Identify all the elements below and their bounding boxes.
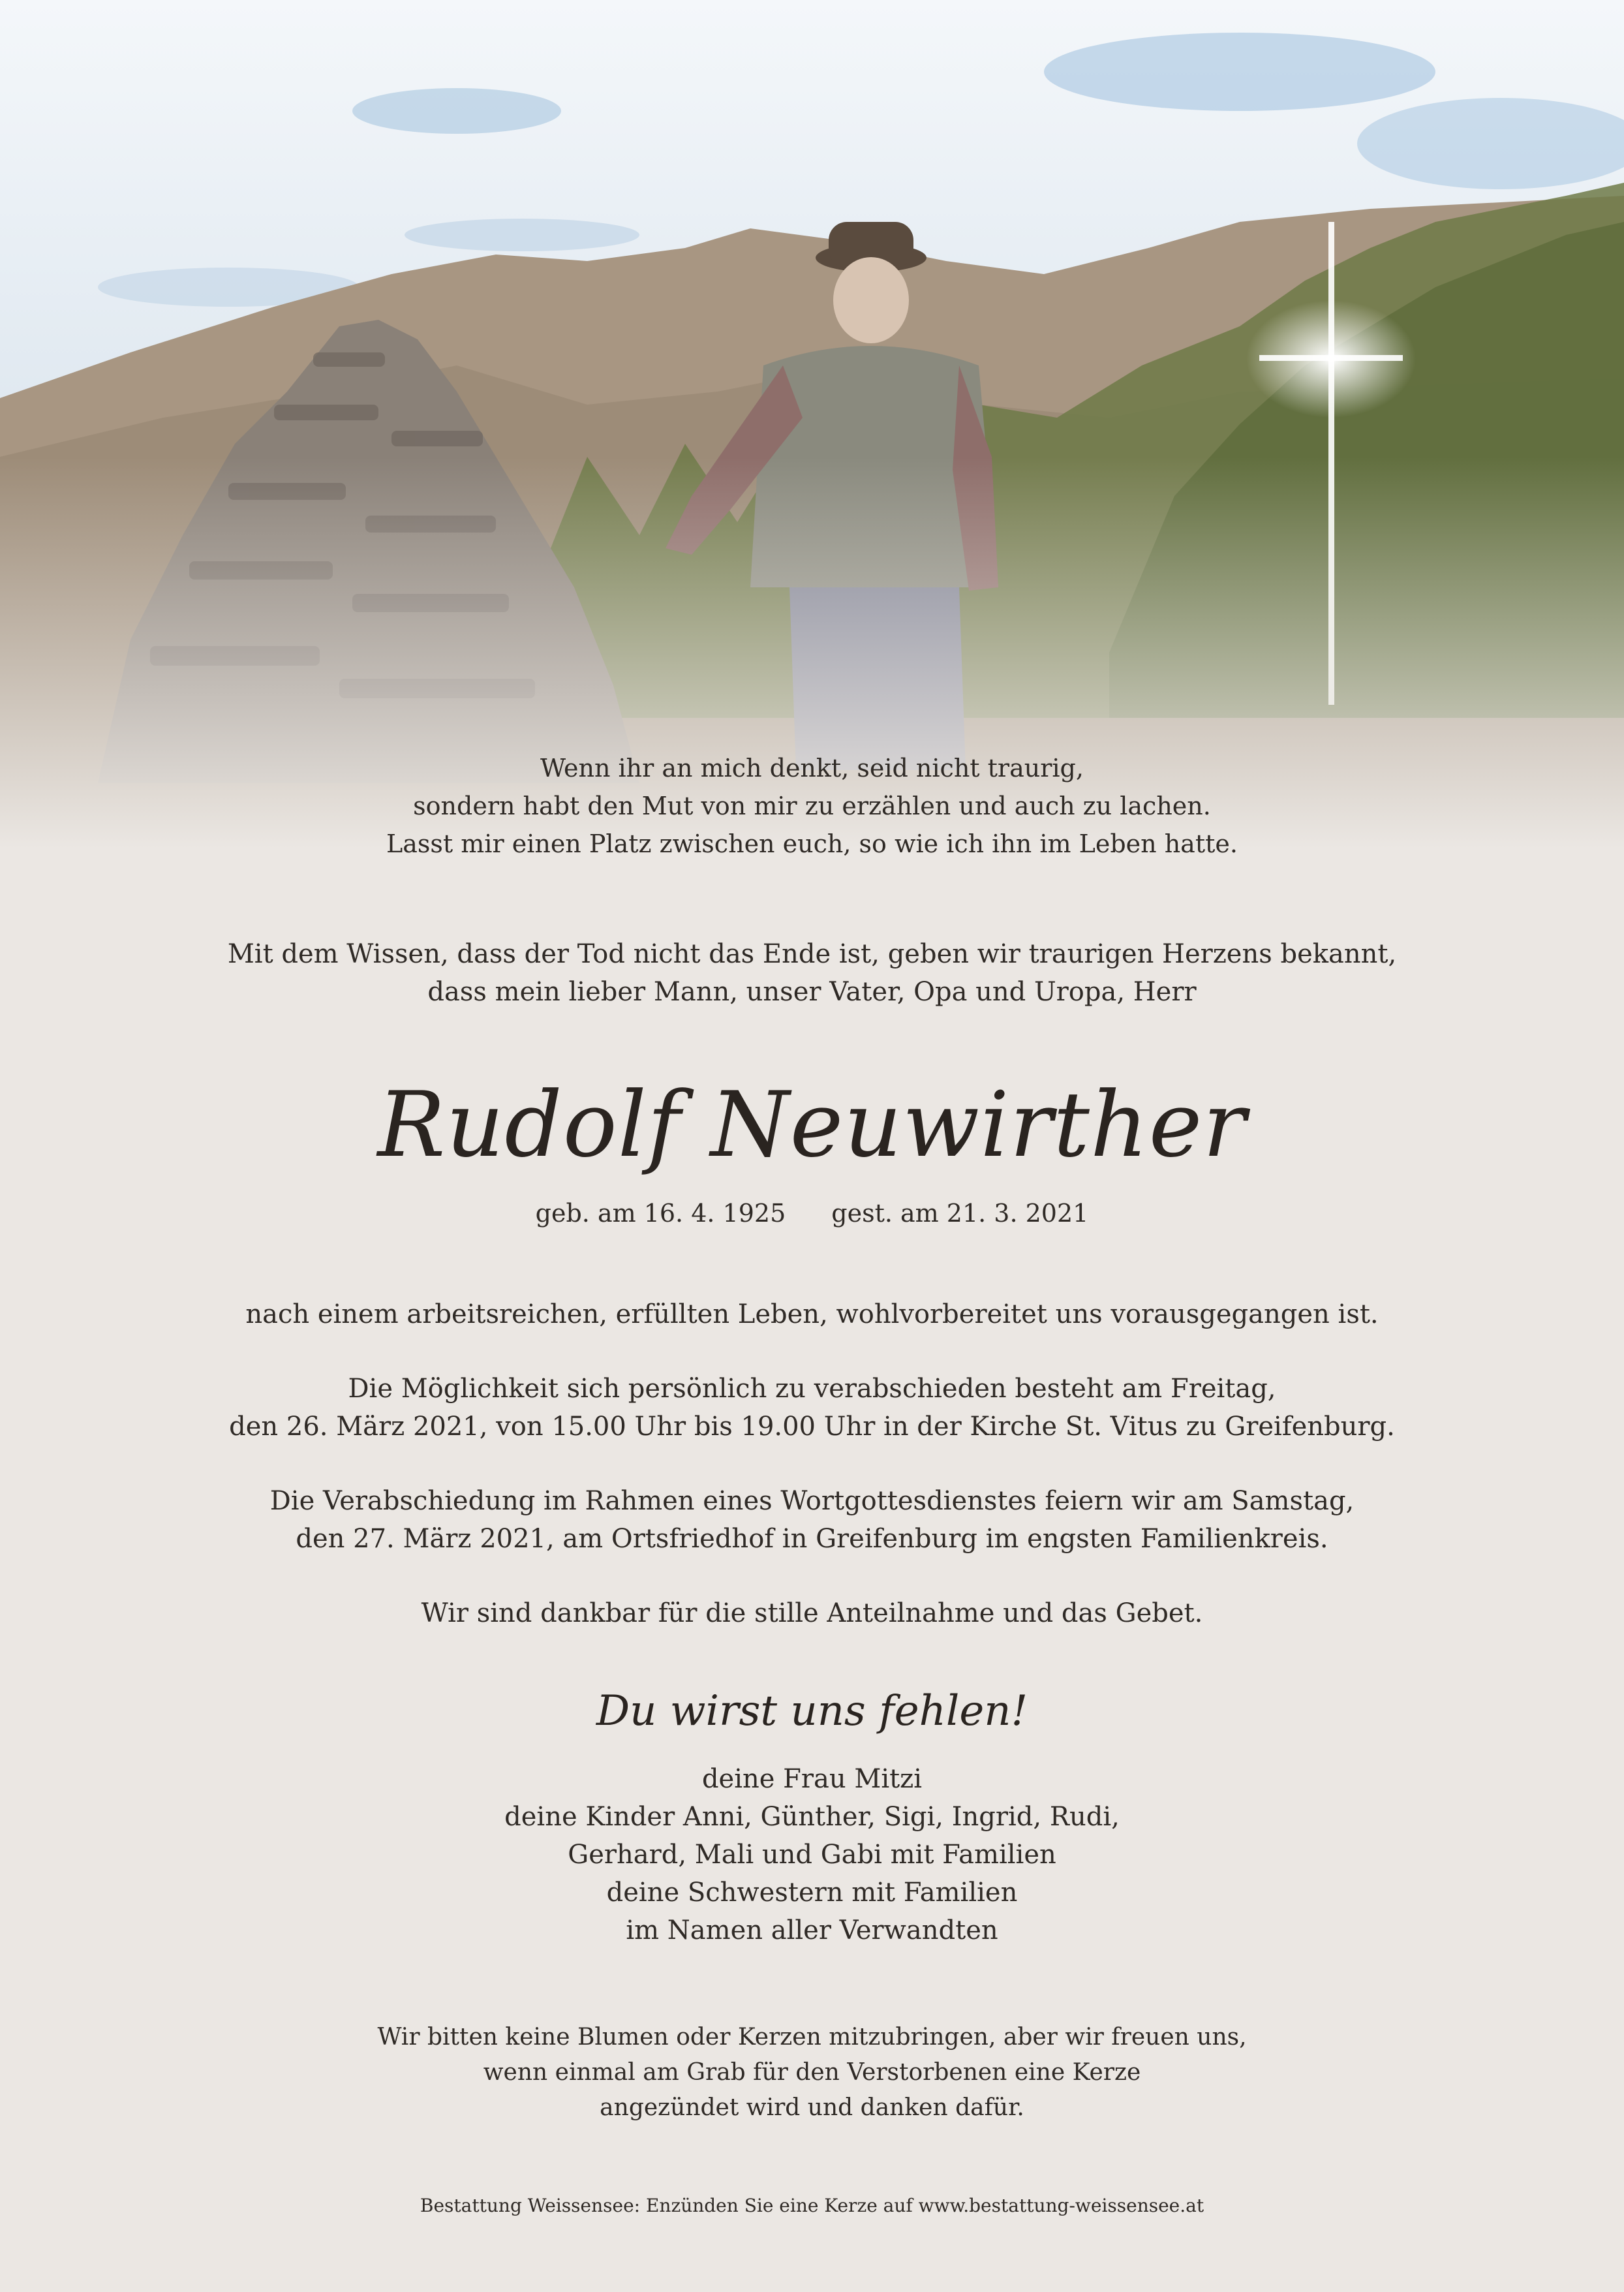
mourner-line: deine Frau Mitzi (701, 1764, 923, 1794)
request-line: wenn einmal am Grab für den Verstorbenen eine Kerze (483, 2059, 1141, 2086)
mourners-heading: Du wirst uns fehlen! (596, 1687, 1028, 1735)
death-date: gest. am 21. 3. 2021 (831, 1199, 1089, 1228)
request-line: Wir bitten keine Blumen oder Kerzen mitzubringen, aber wir freuen uns, (377, 2024, 1247, 2051)
mourner-line: deine Schwestern mit Familien (606, 1878, 1018, 1908)
farewell-line: den 26. März 2021, von 15.00 Uhr bis 19.00 Uhr in der Kirche St. Vitus zu Greifenburg. (229, 1412, 1395, 1442)
intro-line: dass mein lieber Mann, unser Vater, Opa und Uropa, Herr (427, 977, 1197, 1007)
service-line: den 27. März 2021, am Ortsfriedhof in Greifenburg im engsten Familienkreis. (296, 1524, 1328, 1554)
intro-line: Mit dem Wissen, dass der Tod nicht das Ende ist, geben wir traurigen Herzens bekannt, (227, 939, 1397, 969)
mourner-line: Gerhard, Mali und Gabi mit Familien (568, 1840, 1056, 1870)
header-photo (0, 0, 1624, 848)
passing-text: nach einem arbeitsreichen, erfüllten Leben, wohlvorbereitet uns vorausgegangen ist. (245, 1299, 1379, 1329)
life-dates (0, 1201, 1624, 1226)
footer-text: Bestattung Weissensee: Enzünden Sie eine Kerze auf www.bestattung-weissensee.at (420, 2195, 1204, 2216)
verse-line: Wenn ihr an mich denkt, seid nicht traurig, (540, 754, 1084, 782)
birth-date: geb. am 16. 4. 1925 (535, 1199, 786, 1228)
thanks-text: Wir sind dankbar für die stille Anteilnahme und das Gebet. (421, 1598, 1203, 1628)
farewell-line: Die Möglichkeit sich persönlich zu verabschieden besteht am Freitag, (348, 1374, 1276, 1404)
service-line: Die Verabschiedung im Rahmen eines Wortgottesdienstes feiern wir am Samstag, (269, 1486, 1355, 1516)
request-line: angezündet wird und danken dafür. (600, 2094, 1024, 2121)
mountain-portrait-image (0, 0, 1624, 848)
verse-line: sondern habt den Mut von mir zu erzählen und auch zu lachen. (413, 792, 1211, 820)
mourner-line: deine Kinder Anni, Günther, Sigi, Ingrid, Rudi, (504, 1802, 1120, 1832)
deceased-name: Rudolf Neuwirther (377, 1072, 1247, 1177)
verse-line: Lasst mir einen Platz zwischen euch, so wie ich ihn im Leben hatte. (386, 829, 1238, 858)
mourner-line: im Namen aller Verwandten (626, 1915, 998, 1945)
